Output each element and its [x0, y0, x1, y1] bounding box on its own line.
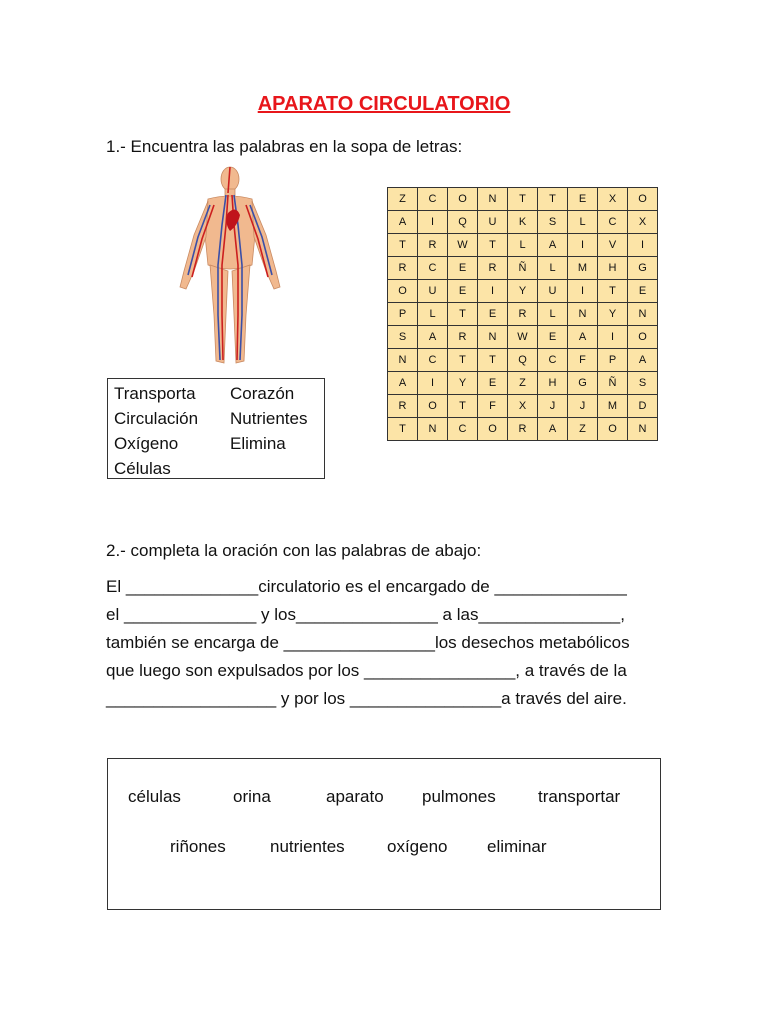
grid-cell: Y [598, 303, 628, 326]
word-bank-item: pulmones [422, 787, 496, 806]
grid-row [388, 257, 658, 280]
grid-cell: C [418, 257, 448, 280]
grid-cell: I [568, 234, 598, 257]
section2-heading: 2.- completa la oración con las palabras de abajo: [106, 541, 482, 560]
grid-cell: X [598, 188, 628, 211]
grid-cell: C [448, 418, 478, 441]
grid-cell: N [388, 349, 418, 372]
grid-cell: V [598, 234, 628, 257]
grid-cell: Y [448, 372, 478, 395]
grid-cell: L [538, 257, 568, 280]
word-list-item: Nutrientes [230, 409, 308, 428]
fill-in-sentence [106, 573, 662, 713]
grid-cell: T [448, 395, 478, 418]
grid-row [388, 211, 658, 234]
grid-row [388, 188, 658, 211]
grid-cell: T [388, 418, 418, 441]
grid-cell: K [508, 211, 538, 234]
word-bank-item: oxígeno [387, 837, 448, 856]
word-list-item: Transporta [114, 384, 196, 403]
grid-row [388, 349, 658, 372]
section1-heading: 1.- Encuentra las palabras en la sopa de letras: [106, 137, 463, 156]
grid-cell: A [538, 234, 568, 257]
grid-cell: Z [508, 372, 538, 395]
grid-cell: I [598, 326, 628, 349]
grid-cell: R [508, 418, 538, 441]
word-bank-item: células [128, 787, 181, 806]
grid-cell: T [508, 188, 538, 211]
grid-cell: C [418, 349, 448, 372]
grid-cell: O [418, 395, 448, 418]
grid-cell: F [478, 395, 508, 418]
word-list-item: Circulación [114, 409, 199, 428]
grid-cell: E [538, 326, 568, 349]
grid-cell: A [568, 326, 598, 349]
grid-cell: I [478, 280, 508, 303]
page-title: APARATO CIRCULATORIO [257, 93, 511, 115]
word-bank-item: transportar [538, 787, 621, 806]
grid-cell: R [418, 234, 448, 257]
grid-cell: L [418, 303, 448, 326]
word-bank-item: riñones [170, 837, 226, 856]
grid-row [388, 280, 658, 303]
grid-cell: Y [508, 280, 538, 303]
sentence-line: El ______________circulatorio es el encargado de ______________ [106, 577, 627, 596]
grid-cell: D [628, 395, 658, 418]
grid-cell: T [478, 349, 508, 372]
grid-cell: J [568, 395, 598, 418]
grid-cell: N [478, 326, 508, 349]
grid-cell: Z [568, 418, 598, 441]
grid-cell: O [628, 188, 658, 211]
human-circulatory-illustration [170, 165, 290, 375]
grid-cell: O [478, 418, 508, 441]
grid-row [388, 234, 658, 257]
grid-cell: G [568, 372, 598, 395]
grid-row [388, 326, 658, 349]
grid-row [388, 395, 658, 418]
grid-cell: S [388, 326, 418, 349]
grid-cell: T [478, 234, 508, 257]
grid-cell: C [418, 188, 448, 211]
grid-cell: Ñ [598, 372, 628, 395]
word-bank-item: eliminar [487, 837, 547, 856]
sentence-line: que luego son expulsados por los ________________, a través de la [106, 661, 627, 680]
grid-cell: T [538, 188, 568, 211]
grid-cell: Z [388, 188, 418, 211]
grid-cell: R [388, 395, 418, 418]
word-bank-item: nutrientes [270, 837, 345, 856]
grid-cell: X [508, 395, 538, 418]
grid-cell: A [538, 418, 568, 441]
grid-cell: O [388, 280, 418, 303]
grid-cell: I [568, 280, 598, 303]
word-list-item: Corazón [230, 384, 295, 403]
grid-cell: G [628, 257, 658, 280]
grid-cell: T [388, 234, 418, 257]
grid-cell: M [568, 257, 598, 280]
grid-cell: R [478, 257, 508, 280]
grid-cell: S [538, 211, 568, 234]
grid-cell: N [628, 418, 658, 441]
grid-cell: L [508, 234, 538, 257]
grid-row [388, 303, 658, 326]
grid-cell: H [598, 257, 628, 280]
grid-cell: N [568, 303, 598, 326]
grid-cell: E [448, 280, 478, 303]
grid-cell: L [568, 211, 598, 234]
grid-cell: O [628, 326, 658, 349]
grid-cell: P [388, 303, 418, 326]
word-list-item: Oxígeno [114, 434, 179, 453]
grid-cell: E [628, 280, 658, 303]
grid-cell: N [628, 303, 658, 326]
grid-cell: E [448, 257, 478, 280]
grid-cell: Q [508, 349, 538, 372]
grid-cell: N [418, 418, 448, 441]
grid-cell: Ñ [508, 257, 538, 280]
grid-cell: X [628, 211, 658, 234]
grid-cell: I [628, 234, 658, 257]
sentence-line: el ______________ y los_______________ a las_______________, [106, 605, 625, 624]
grid-cell: C [538, 349, 568, 372]
grid-cell: I [418, 211, 448, 234]
grid-cell: Q [448, 211, 478, 234]
grid-cell: T [598, 280, 628, 303]
grid-cell: F [568, 349, 598, 372]
grid-row [388, 372, 658, 395]
word-bank-item: aparato [326, 787, 384, 806]
sentence-line: __________________ y por los ________________a través del aire. [106, 689, 627, 708]
word-search-grid [387, 187, 658, 441]
sentence-line: también se encarga de ________________los desechos metabólicos [106, 633, 630, 652]
grid-cell: R [388, 257, 418, 280]
grid-cell: U [418, 280, 448, 303]
word-bank-item: orina [233, 787, 271, 806]
grid-cell: N [478, 188, 508, 211]
grid-cell: A [628, 349, 658, 372]
grid-cell: C [598, 211, 628, 234]
word-list-item: Elimina [230, 434, 286, 453]
grid-cell: P [598, 349, 628, 372]
grid-cell: A [388, 211, 418, 234]
grid-cell: J [538, 395, 568, 418]
grid-cell: O [448, 188, 478, 211]
grid-cell: S [628, 372, 658, 395]
grid-cell: M [598, 395, 628, 418]
grid-cell: T [448, 303, 478, 326]
grid-row [388, 418, 658, 441]
grid-cell: A [418, 326, 448, 349]
word-list-item [230, 456, 326, 481]
word-list-item: Células [114, 459, 171, 478]
grid-cell: I [418, 372, 448, 395]
grid-cell: E [478, 303, 508, 326]
grid-cell: U [478, 211, 508, 234]
grid-cell: H [538, 372, 568, 395]
word-list-box [107, 378, 325, 479]
grid-cell: E [568, 188, 598, 211]
grid-cell: W [448, 234, 478, 257]
grid-cell: U [538, 280, 568, 303]
grid-cell: A [388, 372, 418, 395]
grid-cell: E [478, 372, 508, 395]
grid-cell: R [508, 303, 538, 326]
grid-cell: R [448, 326, 478, 349]
grid-cell: L [538, 303, 568, 326]
grid-cell: T [448, 349, 478, 372]
grid-cell: W [508, 326, 538, 349]
grid-cell: O [598, 418, 628, 441]
word-bank-box [107, 758, 661, 910]
